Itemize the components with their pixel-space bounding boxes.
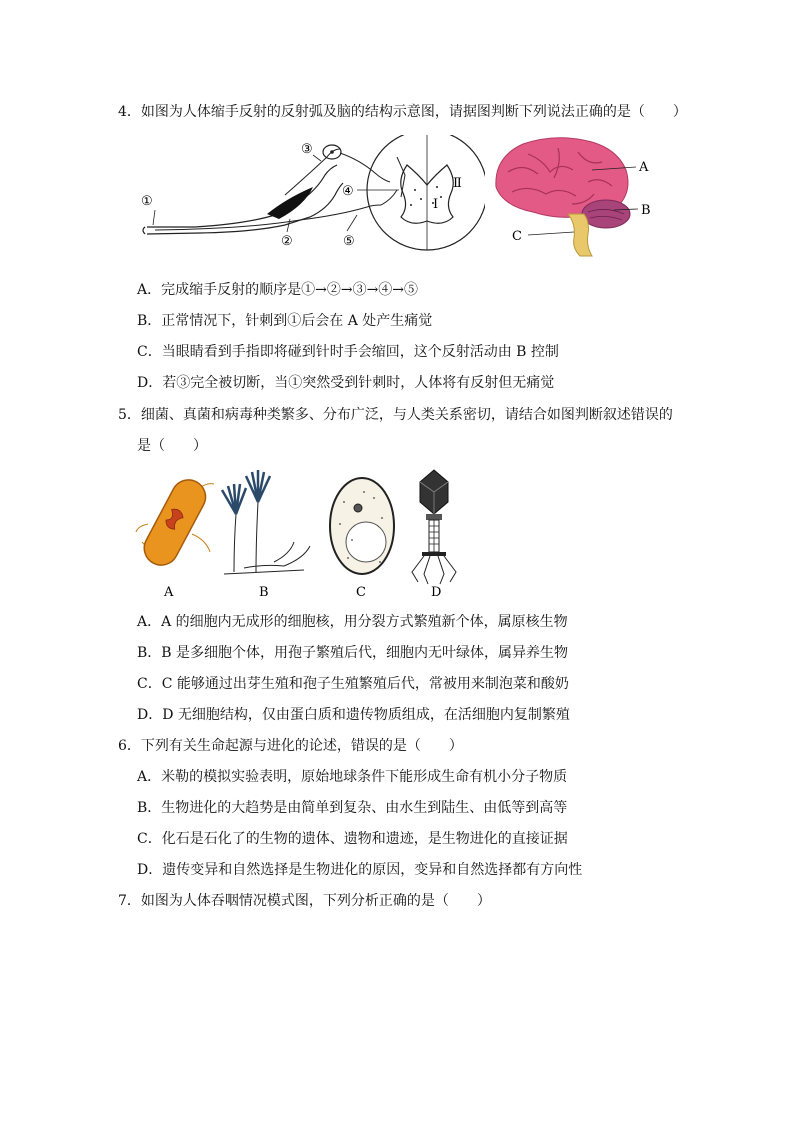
microbe-label-a: A <box>164 585 174 600</box>
label-2: ② <box>281 234 293 249</box>
question-5-stem-line1: 5．细菌、真菌和病毒种类繁多、分布广泛，与人类关系密切，请结合如图判断叙述错误的 <box>118 407 673 423</box>
label-4: ④ <box>342 184 354 199</box>
question-4-stem: 4．如图为人体缩手反射的反射弧及脑的结构示意图，请据图判断下列说法正确的是（ ） <box>118 104 687 120</box>
question-5-stem-line2: 是（ ） <box>137 438 207 454</box>
question-6-stem: 6．下列有关生命起源与进化的论述，错误的是（ ） <box>118 738 463 754</box>
label-3: ③ <box>301 142 313 157</box>
q6-option-b: B．生物进化的大趋势是由简单到复杂、由水生到陆生、由低等到高等 <box>137 800 568 816</box>
microbe-label-d: D <box>431 585 442 600</box>
q6-option-c: C．化石是石化了的生物的遗体、遗物和遗迹，是生物进化的直接证据 <box>137 831 568 847</box>
yeast-c <box>330 478 394 574</box>
bacterium-a <box>136 474 214 571</box>
q4-option-b: B．正常情况下，针刺到①后会在 A 处产生痛觉 <box>137 313 433 329</box>
mold-b <box>222 470 310 574</box>
q5-option-a: A．A 的细胞内无成形的细胞核，用分裂方式繁殖新个体，属原核生物 <box>137 614 568 630</box>
q4-option-d: D．若③完全被切断，当①突然受到针刺时，人体将有反射但无痛觉 <box>137 375 555 391</box>
q4-option-c: C．当眼睛看到手指即将碰到针时手会缩回，这个反射活动由 B 控制 <box>137 344 559 360</box>
brain-figure <box>488 132 660 260</box>
label-1: ① <box>141 194 153 209</box>
q6-option-d: D．遗传变异和自然选择是生物进化的原因，变异和自然选择都有方向性 <box>137 862 583 878</box>
q4-option-a: A．完成缩手反射的顺序是①→②→③→④→⑤ <box>137 282 419 298</box>
q6-option-a: A．米勒的模拟实验表明，原始地球条件下能形成生命有机小分子物质 <box>137 769 568 785</box>
microbes-figure <box>134 462 474 602</box>
muscle-shape <box>267 187 313 219</box>
label-roman-1: Ⅰ <box>433 197 439 212</box>
label-roman-2: Ⅱ <box>453 176 462 191</box>
label-5: ⑤ <box>343 234 355 249</box>
brain-label-c: C <box>512 229 522 244</box>
question-7-stem: 7．如图为人体吞咽情况模式图，下列分析正确的是（ ） <box>118 893 491 909</box>
q5-option-b: B．B 是多细胞个体，用孢子繁殖后代，细胞内无叶绿体，属异养生物 <box>137 645 569 661</box>
reflex-arc-figure <box>135 135 485 260</box>
brain-label-a: A <box>639 160 649 175</box>
q5-option-d: D．D 无细胞结构，仅由蛋白质和遗传物质组成，在活细胞内复制繁殖 <box>137 707 570 723</box>
brain-label-b: B <box>641 203 651 218</box>
microbe-label-c: C <box>356 585 366 600</box>
microbe-label-b: B <box>259 585 269 600</box>
phage-d <box>412 470 456 584</box>
q5-option-c: C．C 能够通过出芽生殖和孢子生殖繁殖后代，常被用来制泡菜和酸奶 <box>137 676 569 692</box>
